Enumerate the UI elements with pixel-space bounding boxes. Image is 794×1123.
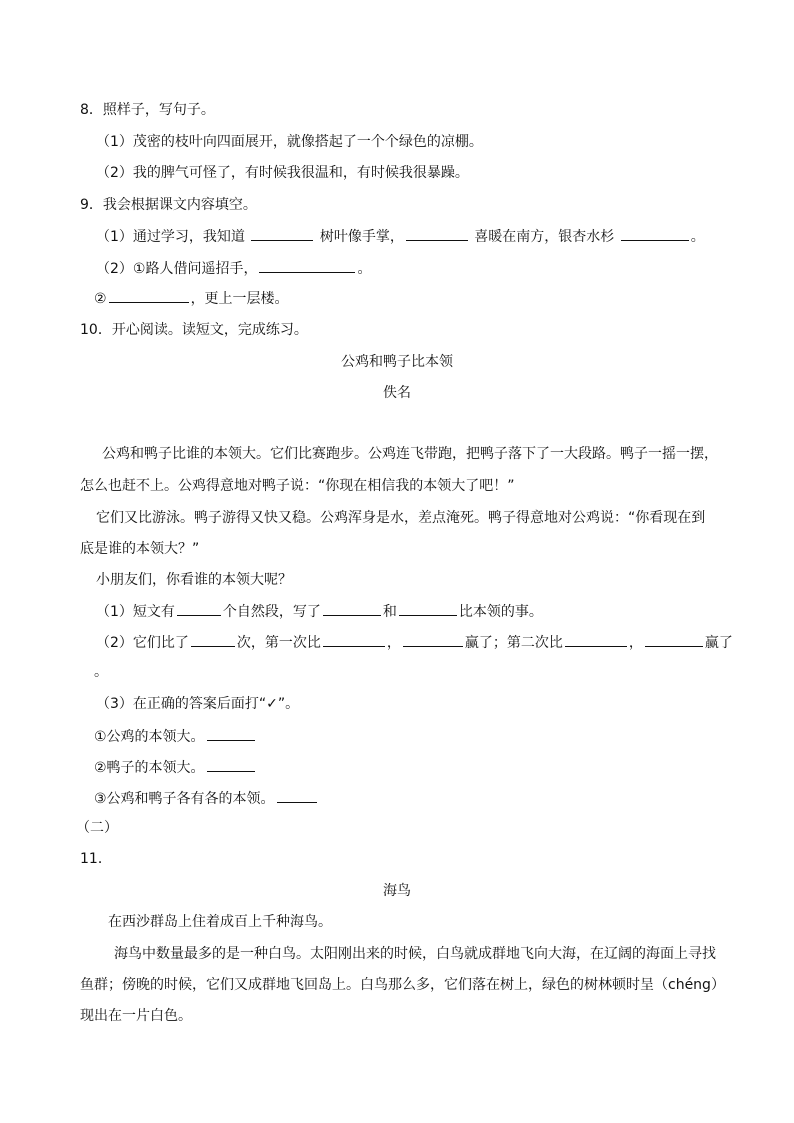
ex2-text-b: 次，第一次比 (236, 635, 321, 651)
option-3 (94, 788, 319, 809)
q8-title: 8．照样子，写句子。 (80, 102, 215, 118)
q10-exercise-1 (96, 601, 543, 622)
answer-blank[interactable] (406, 226, 468, 241)
q10-exercise-3: （3）在正确的答案后面打“✓”。 (96, 696, 300, 712)
q9-l3-text-a: ② (94, 291, 107, 307)
story-p3: 小朋友们，你看谁的本领大呢？ (96, 572, 292, 588)
answer-blank[interactable] (109, 288, 189, 303)
option-2-text: ②鸭子的本领大。 (94, 760, 205, 776)
q9-l2-end: 。 (357, 261, 372, 277)
answer-blank[interactable] (177, 601, 221, 616)
q9-l2-text-a: （2）①路人借问遥招手， (96, 261, 258, 277)
answer-blank[interactable] (207, 726, 255, 741)
story-p2-line-2: 底是谁的本领大？” (80, 541, 200, 557)
option-2 (94, 757, 257, 778)
q8-sentence-1: （1）茂密的枝叶向四面展开，就像搭起了一个个绿色的凉棚。 (96, 134, 483, 150)
answer-blank[interactable] (399, 601, 457, 616)
q11-number: 11． (80, 851, 112, 867)
q10-exercise-2-end: 。 (94, 664, 108, 680)
answer-blank[interactable] (403, 632, 463, 647)
answer-blank[interactable] (323, 632, 385, 647)
ex2-text-f: 赢了 (704, 635, 733, 651)
q9-l1-end: 。 (690, 229, 705, 245)
option-1 (94, 726, 257, 747)
q8-sentence-2: （2）我的脾气可怪了，有时候我很温和，有时候我很暴躁。 (96, 165, 469, 181)
q9-line-1 (96, 226, 705, 247)
answer-blank[interactable] (565, 632, 627, 647)
q9-l1-text-a: （1）通过学习，我知道 (96, 229, 245, 245)
q10-title: 10．开心阅读。读短文，完成练习。 (80, 322, 308, 338)
q9-title: 9．我会根据课文内容填空。 (80, 197, 257, 213)
q9-l1-text-b: 树叶像手掌， (319, 229, 404, 245)
q11-p2-line-1: 海鸟中数量最多的是一种白鸟。太阳刚出来的时候，白鸟就成群地飞向大海，在辽阔的海面上寻找 (114, 946, 716, 962)
story-p1-line-2: 怎么也赶不上。公鸡得意地对鸭子说：“你现在相信我的本领大了吧！” (80, 478, 515, 494)
q9-line-3 (94, 288, 289, 309)
q9-l3-text-b: ，更上一层楼。 (190, 291, 289, 307)
ex2-text-c: ， (386, 635, 401, 651)
answer-blank[interactable] (645, 632, 703, 647)
ex1-text-c: 和 (382, 604, 397, 620)
q10-exercise-2 (96, 632, 733, 653)
story-title: 公鸡和鸭子比本领 (341, 354, 453, 370)
option-1-text: ①公鸡的本领大。 (94, 729, 205, 745)
ex2-text-e: ， (628, 635, 643, 651)
answer-blank[interactable] (621, 226, 689, 241)
q9-l1-text-c: 喜暖在南方，银杏水杉 (474, 229, 615, 245)
section-2-heading: （二） (76, 820, 118, 836)
ex1-text-a: （1）短文有 (96, 604, 175, 620)
q9-line-2 (96, 258, 371, 279)
answer-blank[interactable] (259, 258, 355, 273)
q11-p2-line-2: 鱼群；傍晚的时候，它们又成群地飞回岛上。白鸟那么多，它们落在树上，绿色的树林顿时呈（chéng） (80, 977, 725, 993)
ex2-text-a: （2）它们比了 (96, 635, 189, 651)
ex1-text-b: 个自然段，写了 (222, 604, 321, 620)
answer-blank[interactable] (191, 632, 235, 647)
q11-title: 海鸟 (383, 883, 411, 899)
answer-blank[interactable] (277, 788, 317, 803)
answer-blank[interactable] (323, 601, 381, 616)
story-p1-line-1: 公鸡和鸭子比谁的本领大。它们比赛跑步。公鸡连飞带跑，把鸭子落下了一大段路。鸭子一摇一摆， (102, 446, 718, 462)
q11-p1: 在西沙群岛上住着成百上千种海鸟。 (108, 914, 332, 930)
option-3-text: ③公鸡和鸭子各有各的本领。 (94, 791, 275, 807)
answer-blank[interactable] (251, 226, 313, 241)
ex2-text-d: 赢了；第二次比 (464, 635, 563, 651)
q11-p2-line-3: 现出在一片白色。 (80, 1008, 192, 1024)
ex1-text-d: 比本领的事。 (458, 604, 543, 620)
story-p2-line-1: 它们又比游泳。鸭子游得又快又稳。公鸡浑身是水，差点淹死。鸭子得意地对公鸡说：“你看现在到 (96, 510, 706, 526)
answer-blank[interactable] (207, 757, 255, 772)
story-author: 佚名 (383, 385, 411, 401)
